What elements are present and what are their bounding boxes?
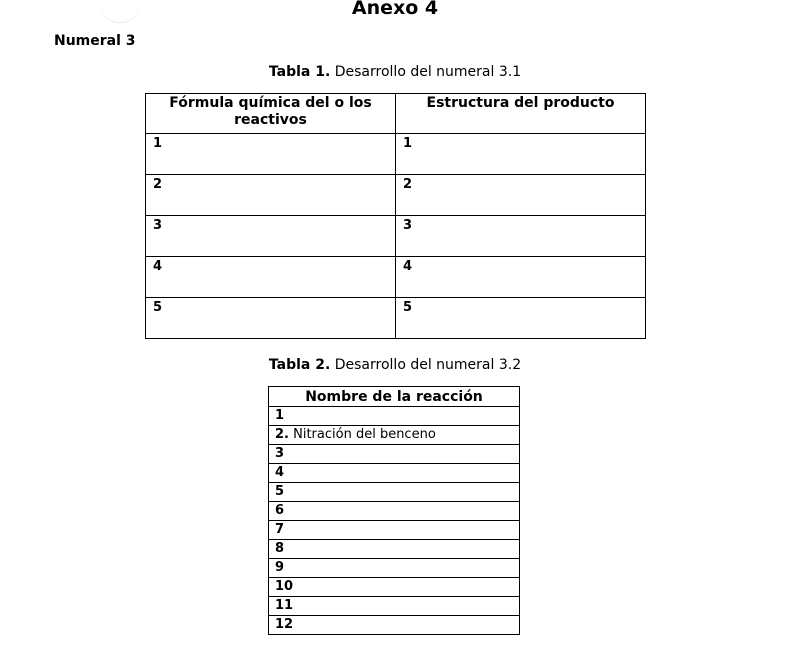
table2-caption-label: Tabla 2. (268, 357, 331, 373)
table1-caption-label: Tabla 1. (268, 64, 331, 80)
row-number: 4 (275, 465, 285, 480)
table-row (269, 483, 520, 502)
table1-caption-text: Desarrollo del numeral 3.1 (330, 64, 522, 80)
table-row (269, 578, 520, 597)
table-cell: 4 (396, 257, 646, 298)
table2-caption-text: Desarrollo del numeral 3.2 (330, 357, 522, 373)
table-row (146, 298, 646, 339)
table-cell (269, 464, 520, 483)
table-cell: 2 (396, 175, 646, 216)
row-number: 8 (275, 541, 285, 556)
table-row (269, 521, 520, 540)
table-cell (269, 540, 520, 559)
row-number: 5 (275, 484, 285, 499)
table-row (269, 426, 520, 445)
table-cell: 3 (396, 216, 646, 257)
row-number: 3 (275, 446, 285, 461)
table-cell: 5 (146, 298, 396, 339)
table1-header-row (146, 94, 646, 134)
table-cell: 1 (396, 134, 646, 175)
table-cell: 5 (396, 298, 646, 339)
page-title: Anexo 4 (351, 0, 439, 19)
table-row (269, 464, 520, 483)
table-row (146, 134, 646, 175)
table-cell (269, 578, 520, 597)
row-number: 9 (275, 560, 285, 575)
table-cell (269, 521, 520, 540)
table-row (146, 216, 646, 257)
row-number: 10 (275, 579, 294, 594)
table2 (268, 386, 520, 635)
table1 (145, 93, 646, 339)
table-cell: 1 (146, 134, 396, 175)
row-number: 11 (275, 598, 294, 613)
table-row (146, 257, 646, 298)
table-row (269, 502, 520, 521)
table-row (146, 175, 646, 216)
table1-caption (0, 64, 790, 80)
row-number: 12 (275, 617, 294, 632)
table-row (269, 445, 520, 464)
table2-caption (0, 357, 790, 373)
table-row (269, 597, 520, 616)
row-number: 2. (275, 427, 289, 442)
row-text: Nitración del benceno (288, 427, 436, 442)
table2-header-row (269, 387, 520, 407)
table-row (269, 559, 520, 578)
table-cell: 3 (146, 216, 396, 257)
table1-header-cell: Fórmula química del o los reactivos (146, 94, 396, 134)
table-cell: 2 (146, 175, 396, 216)
table-row (269, 407, 520, 426)
row-number: 7 (275, 522, 285, 537)
table-cell (269, 502, 520, 521)
table-cell (269, 445, 520, 464)
table-row (269, 616, 520, 635)
table-cell (269, 559, 520, 578)
table1-header-cell: Estructura del producto (396, 94, 646, 134)
table-cell (269, 426, 520, 445)
table-cell: 4 (146, 257, 396, 298)
row-number: 1 (275, 408, 285, 423)
table2-header-cell: Nombre de la reacción (269, 387, 520, 407)
section-title: Numeral 3 (54, 33, 136, 49)
table-cell (269, 597, 520, 616)
table-row (269, 540, 520, 559)
row-number: 6 (275, 503, 285, 518)
table-cell (269, 616, 520, 635)
table-cell (269, 407, 520, 426)
table-cell (269, 483, 520, 502)
